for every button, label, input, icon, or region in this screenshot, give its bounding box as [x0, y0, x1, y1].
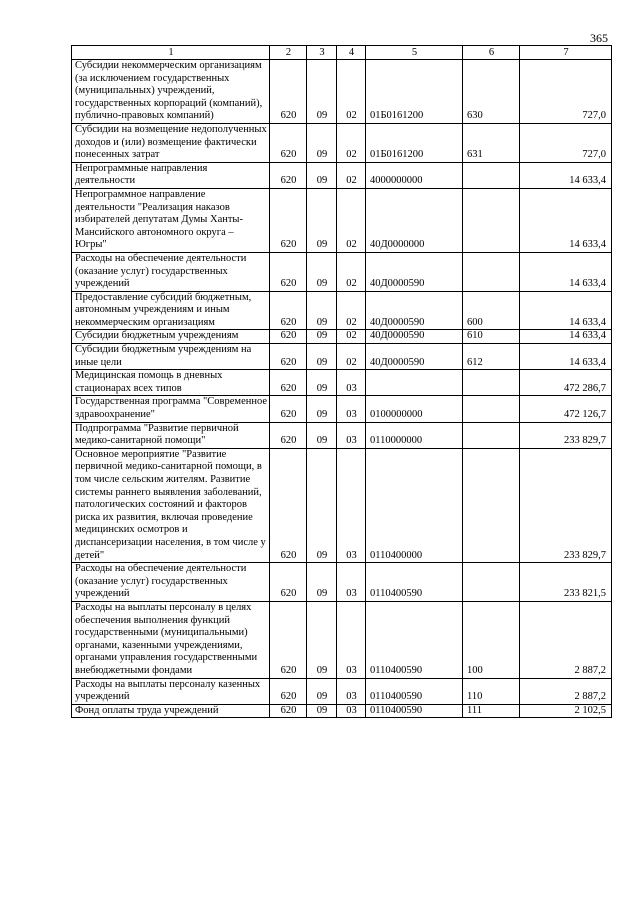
row-ved: 620: [270, 370, 307, 396]
table-row: [72, 563, 612, 602]
row-csr: 40Д0000590: [366, 291, 463, 330]
column-header: 2: [270, 46, 307, 60]
row-csr: 0110400590: [366, 704, 463, 718]
row-rz: 09: [307, 344, 337, 370]
page-number: 365: [590, 31, 608, 45]
row-name: Медицинская помощь в дневных стационарах всех типов: [72, 370, 270, 396]
row-ved: 620: [270, 188, 307, 252]
row-sum: 727,0: [520, 123, 612, 162]
row-pr: 02: [337, 291, 366, 330]
row-name: Предоставление субсидий бюджетным, автономным учреждениям и иным некоммерческим организациям: [72, 291, 270, 330]
row-ved: 620: [270, 448, 307, 562]
row-pr: 03: [337, 601, 366, 678]
row-vr: 600: [463, 291, 520, 330]
row-sum: 472 126,7: [520, 396, 612, 422]
table-header-row: [72, 46, 612, 60]
row-csr: 0100000000: [366, 396, 463, 422]
row-pr: 02: [337, 330, 366, 344]
row-sum: 233 821,5: [520, 563, 612, 602]
row-csr: 0110400590: [366, 601, 463, 678]
table-row: [72, 60, 612, 124]
row-sum: 14 633,4: [520, 162, 612, 188]
row-pr: 03: [337, 563, 366, 602]
row-csr: 0110400000: [366, 448, 463, 562]
row-sum: 14 633,4: [520, 252, 612, 291]
row-sum: 14 633,4: [520, 188, 612, 252]
row-name: Расходы на обеспечение деятельности (оказание услуг) государственных учреждений: [72, 563, 270, 602]
row-ved: 620: [270, 396, 307, 422]
row-sum: 14 633,4: [520, 344, 612, 370]
row-sum: 2 102,5: [520, 704, 612, 718]
row-vr: [463, 188, 520, 252]
row-rz: 09: [307, 601, 337, 678]
table-row: [72, 678, 612, 704]
row-rz: 09: [307, 162, 337, 188]
column-header: 7: [520, 46, 612, 60]
row-vr: [463, 370, 520, 396]
row-name: Субсидии бюджетным учреждениям: [72, 330, 270, 344]
row-rz: 09: [307, 704, 337, 718]
table-row: [72, 601, 612, 678]
row-csr: 4000000000: [366, 162, 463, 188]
column-header: 3: [307, 46, 337, 60]
table-row: [72, 330, 612, 344]
budget-table: [71, 45, 612, 718]
table-row: [72, 344, 612, 370]
row-csr: 0110000000: [366, 422, 463, 448]
row-name: Субсидии на возмещение недополученных доходов и (или) возмещение фактически понесенных затрат: [72, 123, 270, 162]
row-vr: [463, 563, 520, 602]
row-pr: 03: [337, 422, 366, 448]
row-csr: 0110400590: [366, 678, 463, 704]
row-rz: 09: [307, 422, 337, 448]
row-ved: 620: [270, 291, 307, 330]
row-pr: 03: [337, 678, 366, 704]
row-name: Подпрограмма "Развитие первичной медико-санитарной помощи": [72, 422, 270, 448]
row-csr: 40Д0000000: [366, 188, 463, 252]
row-ved: 620: [270, 678, 307, 704]
column-header: 6: [463, 46, 520, 60]
row-csr: 01Б0161200: [366, 123, 463, 162]
row-rz: 09: [307, 188, 337, 252]
row-name: Субсидии бюджетным учреждениям на иные цели: [72, 344, 270, 370]
row-ved: 620: [270, 330, 307, 344]
row-rz: 09: [307, 678, 337, 704]
row-rz: 09: [307, 563, 337, 602]
table-row: [72, 448, 612, 562]
row-pr: 03: [337, 396, 366, 422]
table-row: [72, 422, 612, 448]
row-ved: 620: [270, 563, 307, 602]
table-row: [72, 396, 612, 422]
row-rz: 09: [307, 60, 337, 124]
row-rz: 09: [307, 370, 337, 396]
row-rz: 09: [307, 448, 337, 562]
row-vr: [463, 396, 520, 422]
row-name: Фонд оплаты труда учреждений: [72, 704, 270, 718]
row-vr: [463, 252, 520, 291]
row-vr: 631: [463, 123, 520, 162]
row-pr: 02: [337, 162, 366, 188]
row-name: Непрограммное направление деятельности "Реализация наказов избирателей депутатам Думы Ханты-Мансийского автономного округа – Югры": [72, 188, 270, 252]
column-header: 4: [337, 46, 366, 60]
row-name: Расходы на выплаты персоналу казенных учреждений: [72, 678, 270, 704]
row-name: Непрограммные направления деятельности: [72, 162, 270, 188]
table-row: [72, 123, 612, 162]
row-vr: [463, 162, 520, 188]
row-ved: 620: [270, 344, 307, 370]
row-pr: 02: [337, 344, 366, 370]
table-row: [72, 252, 612, 291]
row-sum: 727,0: [520, 60, 612, 124]
row-ved: 620: [270, 123, 307, 162]
row-vr: 110: [463, 678, 520, 704]
row-csr: [366, 370, 463, 396]
row-csr: 40Д0000590: [366, 344, 463, 370]
row-sum: 233 829,7: [520, 448, 612, 562]
row-sum: 2 887,2: [520, 678, 612, 704]
row-ved: 620: [270, 60, 307, 124]
row-sum: 14 633,4: [520, 291, 612, 330]
row-vr: 612: [463, 344, 520, 370]
row-ved: 620: [270, 704, 307, 718]
row-vr: [463, 422, 520, 448]
row-vr: [463, 448, 520, 562]
row-name: Государственная программа "Современное здравоохранение": [72, 396, 270, 422]
row-rz: 09: [307, 396, 337, 422]
table-row: [72, 370, 612, 396]
row-csr: 40Д0000590: [366, 252, 463, 291]
row-ved: 620: [270, 252, 307, 291]
row-pr: 02: [337, 60, 366, 124]
row-rz: 09: [307, 291, 337, 330]
row-pr: 03: [337, 448, 366, 562]
row-sum: 2 887,2: [520, 601, 612, 678]
row-name: Субсидии некоммерческим организациям (за исключением государственных (муниципальных) учреждений, государственных корпораций (компаний), публично-правовых компаний): [72, 60, 270, 124]
table-row: [72, 188, 612, 252]
row-sum: 472 286,7: [520, 370, 612, 396]
row-ved: 620: [270, 601, 307, 678]
row-vr: 630: [463, 60, 520, 124]
row-name: Основное мероприятие "Развитие первичной медико-санитарной помощи, в том числе сельским жителям. Развитие системы раннего выявления заболеваний, патологических состояний и факторов риска их развития, включая проведение медицинских осмотров и диспансеризации населения, в том числе у детей": [72, 448, 270, 562]
row-rz: 09: [307, 123, 337, 162]
row-name: Расходы на выплаты персоналу в целях обеспечения выполнения функций государственными (муниципальными) органами, казенными учреждениями, органами управления государственными внебюджетными фондами: [72, 601, 270, 678]
row-pr: 03: [337, 704, 366, 718]
row-rz: 09: [307, 330, 337, 344]
table-row: [72, 704, 612, 718]
row-csr: 0110400590: [366, 563, 463, 602]
row-ved: 620: [270, 422, 307, 448]
row-csr: 01Б0161200: [366, 60, 463, 124]
table-row: [72, 291, 612, 330]
row-rz: 09: [307, 252, 337, 291]
row-vr: 100: [463, 601, 520, 678]
row-sum: 233 829,7: [520, 422, 612, 448]
row-ved: 620: [270, 162, 307, 188]
row-name: Расходы на обеспечение деятельности (оказание услуг) государственных учреждений: [72, 252, 270, 291]
row-pr: 02: [337, 188, 366, 252]
column-header: 5: [366, 46, 463, 60]
row-csr: 40Д0000590: [366, 330, 463, 344]
row-pr: 03: [337, 370, 366, 396]
row-pr: 02: [337, 123, 366, 162]
row-sum: 14 633,4: [520, 330, 612, 344]
row-pr: 02: [337, 252, 366, 291]
table-row: [72, 162, 612, 188]
row-vr: 610: [463, 330, 520, 344]
column-header: 1: [72, 46, 270, 60]
row-vr: 111: [463, 704, 520, 718]
